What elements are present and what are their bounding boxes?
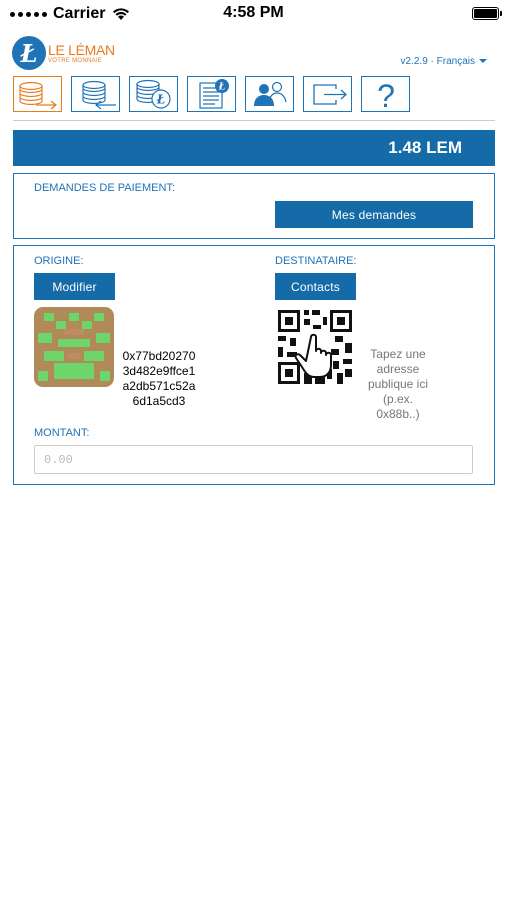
modify-origin-button[interactable]: Modifier (34, 273, 115, 300)
amount-input[interactable] (34, 445, 473, 474)
logo-subtitle: VOTRE MONNAIE (48, 58, 103, 64)
payment-requests-panel (13, 173, 495, 239)
coins-lem-icon (132, 78, 176, 110)
chevron-down-icon (479, 59, 487, 63)
leman-logo-icon: Ł (12, 36, 46, 70)
battery-icon (472, 7, 499, 20)
origin-address: 0x77bd202703d482e9ffce1a2db571c52a6d1a5cd3 (122, 349, 196, 408)
transfer-panel (13, 245, 495, 485)
document-lem-icon (190, 78, 234, 110)
app-logo (12, 36, 115, 70)
contacts-select-button[interactable]: Contacts (275, 273, 356, 300)
balance-bar (13, 130, 495, 166)
status-bar (0, 0, 507, 30)
qr-scan-icon[interactable] (275, 307, 355, 387)
origin-avatar (34, 307, 114, 387)
destination-label: DESTINATAIRE: (275, 255, 357, 267)
balance-amount: 1.48 LEM (388, 138, 462, 157)
svg-text:?: ? (376, 78, 395, 110)
transactions-button[interactable] (187, 76, 236, 112)
svg-text:Ł: Ł (156, 92, 165, 107)
version-label: v2.2.9 · Français (400, 56, 475, 67)
exit-arrow-icon (306, 78, 350, 110)
balance-button[interactable] (129, 76, 178, 112)
coins-arrow-right-icon (16, 78, 60, 110)
header-divider (13, 120, 495, 121)
amount-label: MONTANT: (34, 427, 90, 439)
origin-label: ORIGINE: (34, 255, 84, 267)
carrier-name: Carrier (53, 5, 106, 22)
destination-hint: Tapez une adresse publique ici (p.ex. 0x88b..) (367, 347, 429, 421)
contacts-button[interactable] (245, 76, 294, 112)
coins-arrow-left-icon (74, 78, 118, 110)
svg-text:Ł: Ł (218, 82, 225, 93)
clock: 4:58 PM (223, 4, 284, 21)
my-requests-button[interactable]: Mes demandes (275, 201, 473, 228)
help-button[interactable] (361, 76, 410, 112)
logo-title: LE LÉMAN (48, 42, 115, 58)
people-icon (248, 78, 292, 110)
exit-button[interactable] (303, 76, 352, 112)
send-coins-button[interactable] (13, 76, 62, 112)
question-mark-icon (364, 78, 408, 110)
main-toolbar (13, 76, 410, 112)
receive-coins-button[interactable] (71, 76, 120, 112)
version-language-selector[interactable] (401, 56, 487, 67)
payment-requests-label: DEMANDES DE PAIEMENT: (34, 182, 175, 194)
